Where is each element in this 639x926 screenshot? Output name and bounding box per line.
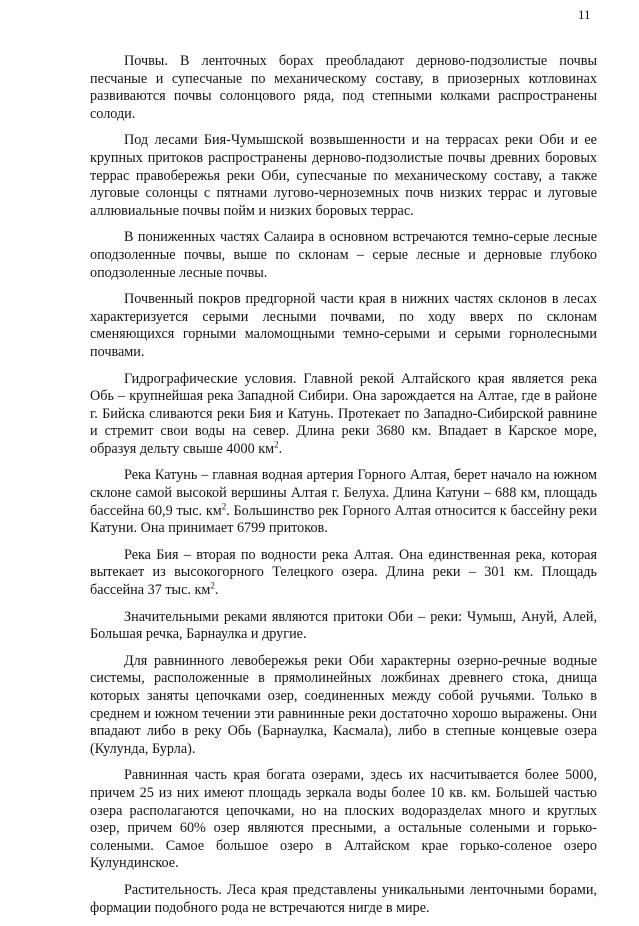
page-number: 11 (578, 7, 591, 22)
paragraph-hydrography-tail: . (278, 440, 283, 457)
superscript-2: 2 (274, 439, 279, 450)
paragraph-biya-chumysh-soils: Под лесами Бия-Чумышской возвышенности и на террасах реки Оби и ее крупных притоков распространены дерново-подзолистые почвы древних боровых террас правобережья реки Оби, супесчаные по механическому составу, а также луговые солонцы с пятнами лугово-черноземных почв низких террас и луговые аллювиальные почвы пойм и низких боровых террас. (90, 132, 597, 219)
paragraph-ob-tributaries: Значительными реками являются притоки Оби – реки: Чумыш, Ануй, Алей, Большая речка, Барнаулка и другие. (90, 608, 597, 643)
paragraph-hydrography-text: Гидрографические условия. Главной рекой Алтайского края является река Обь – крупнейшая река Западной Сибири. Она зарождается на Алтае, где в районе г. Бийска сливаются реки Бия и Катунь. Протекает по Западно-Сибирской равнине и стремит свои воды на север. Длина реки 3680 км. Впадает в Карское море, образуя дельту свыше 4000 км (90, 370, 597, 457)
paragraph-salair-soils: В пониженных частях Салаира в основном встречаются темно-серые лесные оподзоленные почвы, выше по склонам – серые лесные и дерновые глубоко оподзоленные лесные почвы. (90, 229, 597, 281)
paragraph-katun-tail: . Большинство рек Горного Алтая относится к бассейну реки Катуни. Она принимает 6799 притоков. (90, 502, 597, 537)
paragraph-hydrography (90, 371, 597, 459)
paragraph-biya-text: Река Бия – вторая по водности река Алтая. Она единственная река, которая вытекает из высокогорного Телецкого озера. Длина реки – 301 км. Площадь бассейна 37 тыс. км (90, 546, 597, 599)
paragraph-biya-tail: . (214, 582, 219, 599)
paragraph-soils: Почвы. В ленточных борах преобладают дерново-подзолистые почвы песчаные и супесчаные по механическому составу, в приозерных котловинах развиваются почвы солонцового ряда, под степными колками распространены солоди. (90, 53, 597, 122)
superscript-2: 2 (210, 580, 215, 591)
superscript-2: 2 (221, 500, 227, 511)
paragraph-katun-text: Река Катунь – главная водная артерия Горного Алтая, берет начало на южном склоне самой высокой вершины Алтая г. Белуха. Длина Катуни – 688 км, площадь бассейна 60,9 тыс. км (90, 467, 597, 519)
paragraph-vegetation: Растительность. Леса края представлены уникальными ленточными борами, формации подобного рода не встречаются нигде в мире. (90, 881, 597, 916)
paragraph-left-bank-systems: Для равнинного левобережья реки Оби характерны озерно-речные водные системы, расположенные в прямолинейных ложбинах древнего стока, днища которых заняты цепочками озер, соединенных между собой ручьями. Только в среднем и южном течении эти равнинные реки достаточно хорошо выражены. Они впадают либо в реку Обь (Барнаулка, Касмала), либо в степные концевые озера (Кулунда, Бурла). (90, 652, 597, 757)
paragraph-foothill-soils: Почвенный покров предгорной части края в нижних частях склонов в лесах характеризуется серыми лесными почвами, по ходу вверх по склонам сменяющихся горными маломощными темно-серыми и серыми горнолесными почвами. (90, 291, 597, 360)
paragraph-biya (90, 547, 597, 600)
paragraph-katun (90, 467, 597, 537)
document-body (90, 53, 597, 926)
paragraph-lakes: Равнинная часть края богата озерами, здесь их насчитывается более 5000, причем 25 из них имеют площадь зеркала воды более 10 кв. км. Большей частью озера располагаются цепочками, но на плоских водоразделах много и круглых озер, причем 60% озер являются пресными, а остальные солеными и горько-солеными. Самое большое озеро в Алтайском крае горько-соленое озеро Кулундинское. (90, 767, 597, 872)
